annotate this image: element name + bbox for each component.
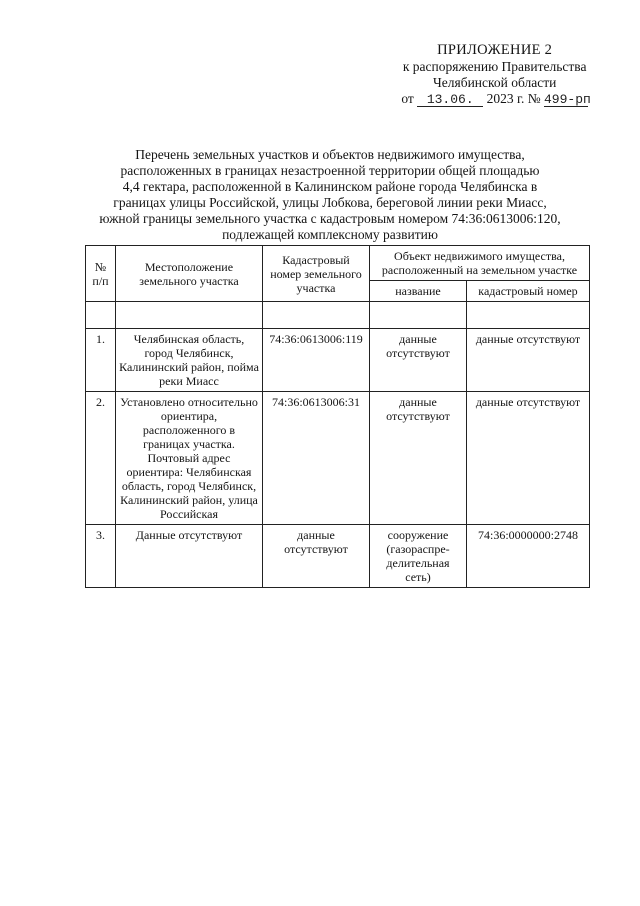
title-line: расположенных в границах незастроенной территории общей площадью — [120, 163, 540, 178]
header-num: № п/п — [86, 246, 116, 302]
year-text: 2023 г. № — [486, 91, 541, 106]
appendix-date-line — [401, 91, 591, 107]
appendix-header — [401, 42, 591, 107]
cell-location: Установлено относительно ориентира, расположенного в границах участка. Почтовый адрес ориентира: Челябинская область, город Челябинск, Калининский район, улица Российская — [116, 392, 263, 525]
header-cadastral: Кадастровый номер земельного участка — [263, 246, 370, 302]
cell-object-name: данные отсутствуют — [370, 392, 467, 525]
land-plots-table — [85, 245, 590, 588]
cell-cadastral: 74:36:0613006:31 — [263, 392, 370, 525]
title-line: Перечень земельных участков и объектов недвижимого имущества, — [135, 147, 525, 162]
header-object-cadastral: кадастровый номер — [467, 281, 590, 302]
header-location: Местоположение земельного участка — [116, 246, 263, 302]
header-row — [86, 246, 590, 281]
cell-num: 3. — [86, 525, 116, 588]
appendix-title: ПРИЛОЖЕНИЕ 2 — [437, 42, 553, 58]
cell-location: Данные отсутствуют — [116, 525, 263, 588]
cell-object-name: сооружение (газораспре-делительная сеть) — [370, 525, 467, 588]
cell-cadastral: 74:36:0613006:119 — [263, 329, 370, 392]
header-object-name: название — [370, 281, 467, 302]
cell-num: 1. — [86, 329, 116, 392]
cell-location: Челябинская область, город Челябинск, Калининский район, пойма реки Миасс — [116, 329, 263, 392]
title-line: южной границы земельного участка с кадастровым номером 74:36:0613006:120, — [99, 211, 561, 226]
table-row — [86, 525, 590, 588]
document-title — [80, 147, 580, 243]
cell-object-name: данные отсутствуют — [370, 329, 467, 392]
handwritten-number: 499-рп — [544, 92, 591, 107]
table-row — [86, 329, 590, 392]
date-prefix: от — [401, 91, 414, 106]
cell-num: 2. — [86, 392, 116, 525]
title-line: границах улицы Российской, улицы Лобкова, береговой линии реки Миасс, — [113, 195, 547, 210]
handwritten-date: 13.06. — [417, 93, 483, 107]
spacer-row — [86, 302, 590, 329]
title-line: 4,4 гектара, расположенной в Калининском районе города Челябинска в — [122, 179, 538, 194]
title-line: подлежащей комплексному развитию — [222, 227, 438, 242]
cell-object-cadastral: данные отсутствуют — [467, 329, 590, 392]
cell-object-cadastral: данные отсутствуют — [467, 392, 590, 525]
table-row — [86, 392, 590, 525]
cell-cadastral: данные отсутствуют — [263, 525, 370, 588]
cell-object-cadastral: 74:36:0000000:2748 — [467, 525, 590, 588]
header-object-group: Объект недвижимого имущества, расположенный на земельном участке — [370, 246, 590, 281]
appendix-line2: Челябинской области — [432, 75, 557, 90]
appendix-line1: к распоряжению Правительства — [402, 59, 587, 74]
